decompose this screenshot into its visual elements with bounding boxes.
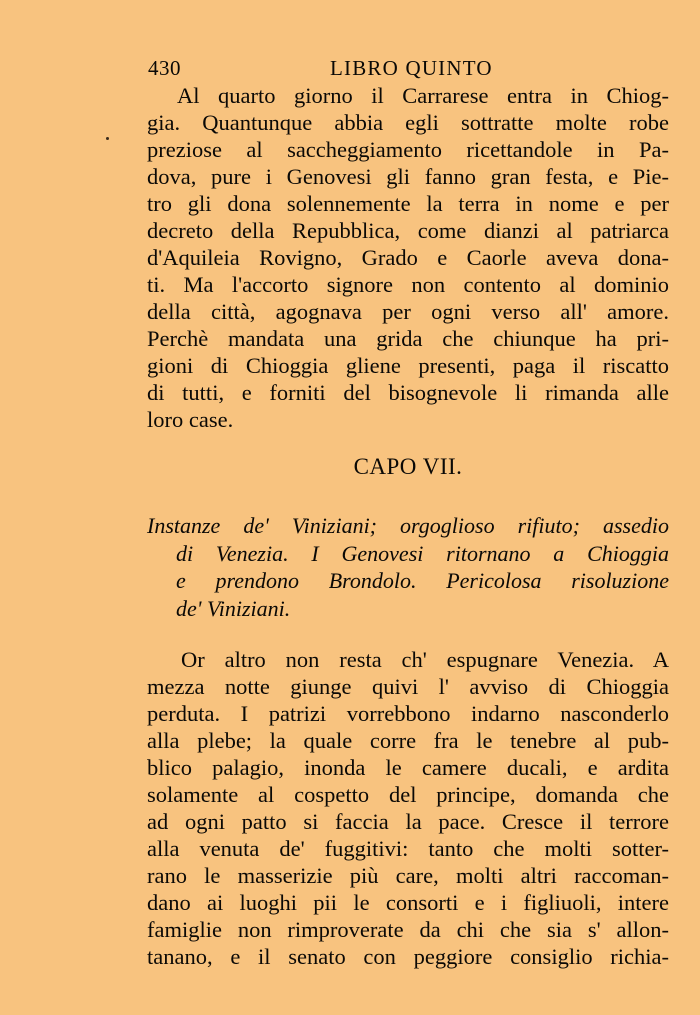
text-line: tanano, e il senato con peggiore consiglio richia- [147,944,669,969]
text-line: dano ai luoghi pii le consorti e i figliuoli, intere [147,890,669,915]
running-title: LIBRO QUINTO [330,56,493,80]
text-line: decreto della Repubblica, come dianzi al patriarca [147,218,669,243]
text-line: tro gli dona solennemente la terra in nome e per [147,191,669,216]
running-head [148,56,668,82]
text-line: alla venuta de' fuggitivi: tanto che molti sotter- [147,836,669,861]
summary-line: de' Viniziani. [176,595,291,621]
ink-speck [106,137,109,140]
text-line: perduta. I patrizi vorrebbono indarno nasconderlo [147,701,669,726]
text-line: della città, agognava per ogni verso all' amore. [147,299,669,324]
text-line: di tutti, e forniti del bisognevole li rimanda alle [147,380,669,405]
text-line: d'Aquileia Rovigno, Grado e Caorle aveva dona- [147,245,669,270]
text-line: blico palagio, inonda le camere ducali, e ardita [147,755,669,780]
summary-line: Instanze de' Viniziani; orgoglioso rifiuto; assedio [147,513,669,538]
text-line: Al quarto giorno il Carrarese entra in Chiog- [177,83,669,108]
page-number: 430 [148,56,181,80]
text-line: rano le masserizie più care, molti altri raccoman- [147,863,669,888]
text-line: Perchè mandata una grida che chiunque ha pri- [147,326,669,351]
chapter-summary [147,512,669,622]
paragraph-2 [147,646,669,970]
text-line: preziose al saccheggiamento ricettandole in Pa- [147,137,669,162]
text-line: alla plebe; la quale corre fra le tenebre al pub- [147,728,669,753]
summary-line: e prendono Brondolo. Pericolosa risoluzione [176,568,669,593]
chapter-title: CAPO VII. [353,454,463,479]
text-line: loro case. [147,407,234,432]
text-line: solamente al cospetto del principe, domanda che [147,782,669,807]
text-line: Or altro non resta ch' espugnare Venezia. A [181,647,669,672]
text-line: famiglie non rimproverate da chi che sia s' allon- [147,917,669,942]
text-line: ti. Ma l'accorto signore non contento al dominio [147,272,669,297]
text-line: gioni di Chioggia gliene presenti, paga il riscatto [147,353,669,378]
text-line: mezza notte giunge quivi l' avviso di Chioggia [147,674,669,699]
text-line: ad ogni patto si faccia la pace. Cresce il terrore [147,809,669,834]
paragraph-1 [147,82,669,433]
text-line: dova, pure i Genovesi gli fanno gran festa, e Pie- [147,164,669,189]
text-line: gia. Quantunque abbia egli sottratte molte robe [147,110,669,135]
summary-line: di Venezia. I Genovesi ritornano a Chioggia [176,540,669,566]
